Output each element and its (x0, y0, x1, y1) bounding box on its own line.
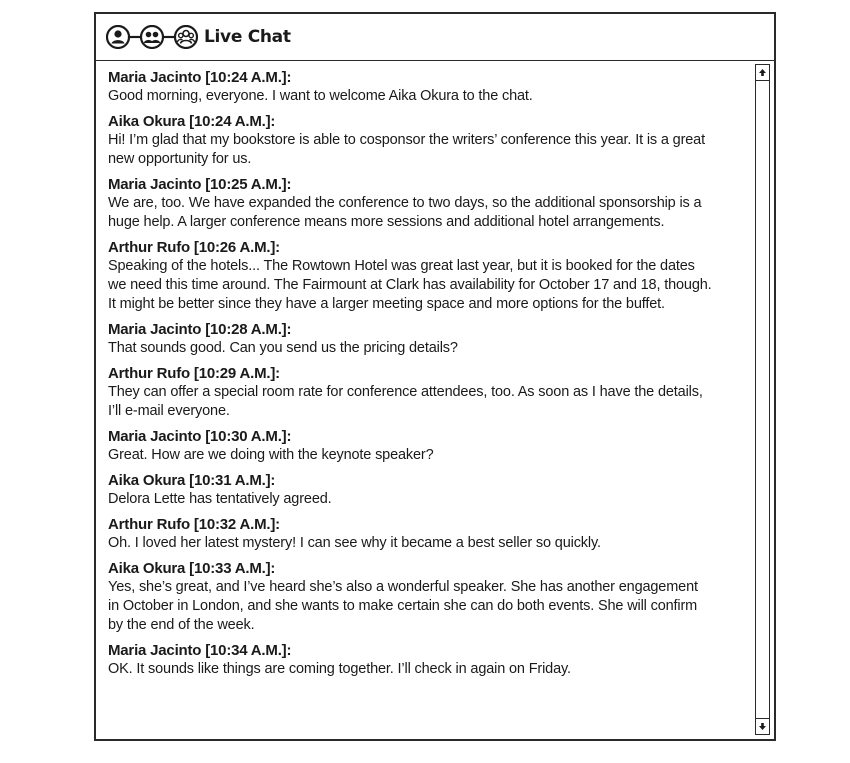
message-text-line: Oh. I loved her latest mystery! I can see why it became a best seller so quickly. (108, 535, 601, 551)
message-text-line: Delora Lette has tentatively agreed. (108, 491, 332, 507)
message-text-line: Hi! I’m glad that my bookstore is able to cosponsor the writers’ conference this year. It is a great (108, 132, 705, 148)
chat-message (108, 320, 753, 358)
message-header: Arthur Rufo [10:29 A.M.]: (108, 365, 280, 382)
message-text-line: Great. How are we doing with the keynote speaker? (108, 447, 434, 463)
scroll-down-button[interactable] (756, 718, 769, 734)
connector-line (164, 25, 174, 49)
message-header: Aika Okura [10:24 A.M.]: (108, 113, 276, 130)
chat-message (108, 427, 753, 465)
chat-window (94, 12, 776, 741)
message-text-line: huge help. A larger conference means more sessions and additional hotel arrangements. (108, 214, 665, 230)
message-text-line: OK. It sounds like things are coming together. I’ll check in again on Friday. (108, 661, 571, 677)
message-text-line: Speaking of the hotels... The Rowtown Hotel was great last year, but it is booked for the dates (108, 258, 695, 274)
message-text-line: That sounds good. Can you send us the pricing details? (108, 340, 458, 356)
message-header: Maria Jacinto [10:25 A.M.]: (108, 176, 292, 193)
chat-message (108, 559, 753, 635)
message-header: Arthur Rufo [10:26 A.M.]: (108, 239, 280, 256)
title-icons (106, 25, 198, 49)
single-user-icon (106, 25, 130, 49)
chat-message (108, 238, 753, 314)
chat-message (108, 471, 753, 509)
message-text-line: by the end of the week. (108, 617, 255, 633)
group-users-icon (174, 25, 198, 49)
scroll-up-button[interactable] (756, 65, 769, 81)
arrow-up-icon (758, 68, 767, 77)
message-header: Arthur Rufo [10:32 A.M.]: (108, 516, 280, 533)
message-header: Aika Okura [10:31 A.M.]: (108, 472, 276, 489)
message-text-line: Yes, she’s great, and I’ve heard she’s also a wonderful speaker. She has another engagement (108, 579, 698, 595)
message-list (108, 68, 753, 685)
chat-titlebar (96, 14, 774, 61)
message-text-line: We are, too. We have expanded the conference to two days, so the additional sponsorship is a (108, 195, 702, 211)
message-text-line: new opportunity for us. (108, 151, 252, 167)
message-text-line: in October in London, and she wants to make certain she can do both events. She will confirm (108, 598, 698, 614)
chat-message (108, 112, 753, 169)
connector-line (130, 25, 140, 49)
message-text-line: we need this time around. The Fairmount at Clark has availability for October 17 and 18, though. (108, 277, 712, 293)
message-header: Maria Jacinto [10:34 A.M.]: (108, 642, 292, 659)
message-header: Maria Jacinto [10:24 A.M.]: (108, 69, 292, 86)
message-text-line: It might be better since they have a larger meeting space and more options for the buffet. (108, 296, 665, 312)
vertical-scrollbar[interactable] (755, 64, 770, 735)
window-title: Live Chat (204, 27, 291, 47)
chat-message (108, 364, 753, 421)
two-users-icon (140, 25, 164, 49)
message-header: Maria Jacinto [10:30 A.M.]: (108, 428, 292, 445)
message-header: Aika Okura [10:33 A.M.]: (108, 560, 276, 577)
message-text-line: Good morning, everyone. I want to welcome Aika Okura to the chat. (108, 88, 533, 104)
chat-message (108, 68, 753, 106)
arrow-down-icon (758, 722, 767, 731)
chat-message (108, 641, 753, 679)
chat-message (108, 515, 753, 553)
message-text-line: I’ll e-mail everyone. (108, 403, 230, 419)
message-text-line: They can offer a special room rate for conference attendees, too. As soon as I have the details, (108, 384, 703, 400)
chat-message (108, 175, 753, 232)
message-header: Maria Jacinto [10:28 A.M.]: (108, 321, 292, 338)
